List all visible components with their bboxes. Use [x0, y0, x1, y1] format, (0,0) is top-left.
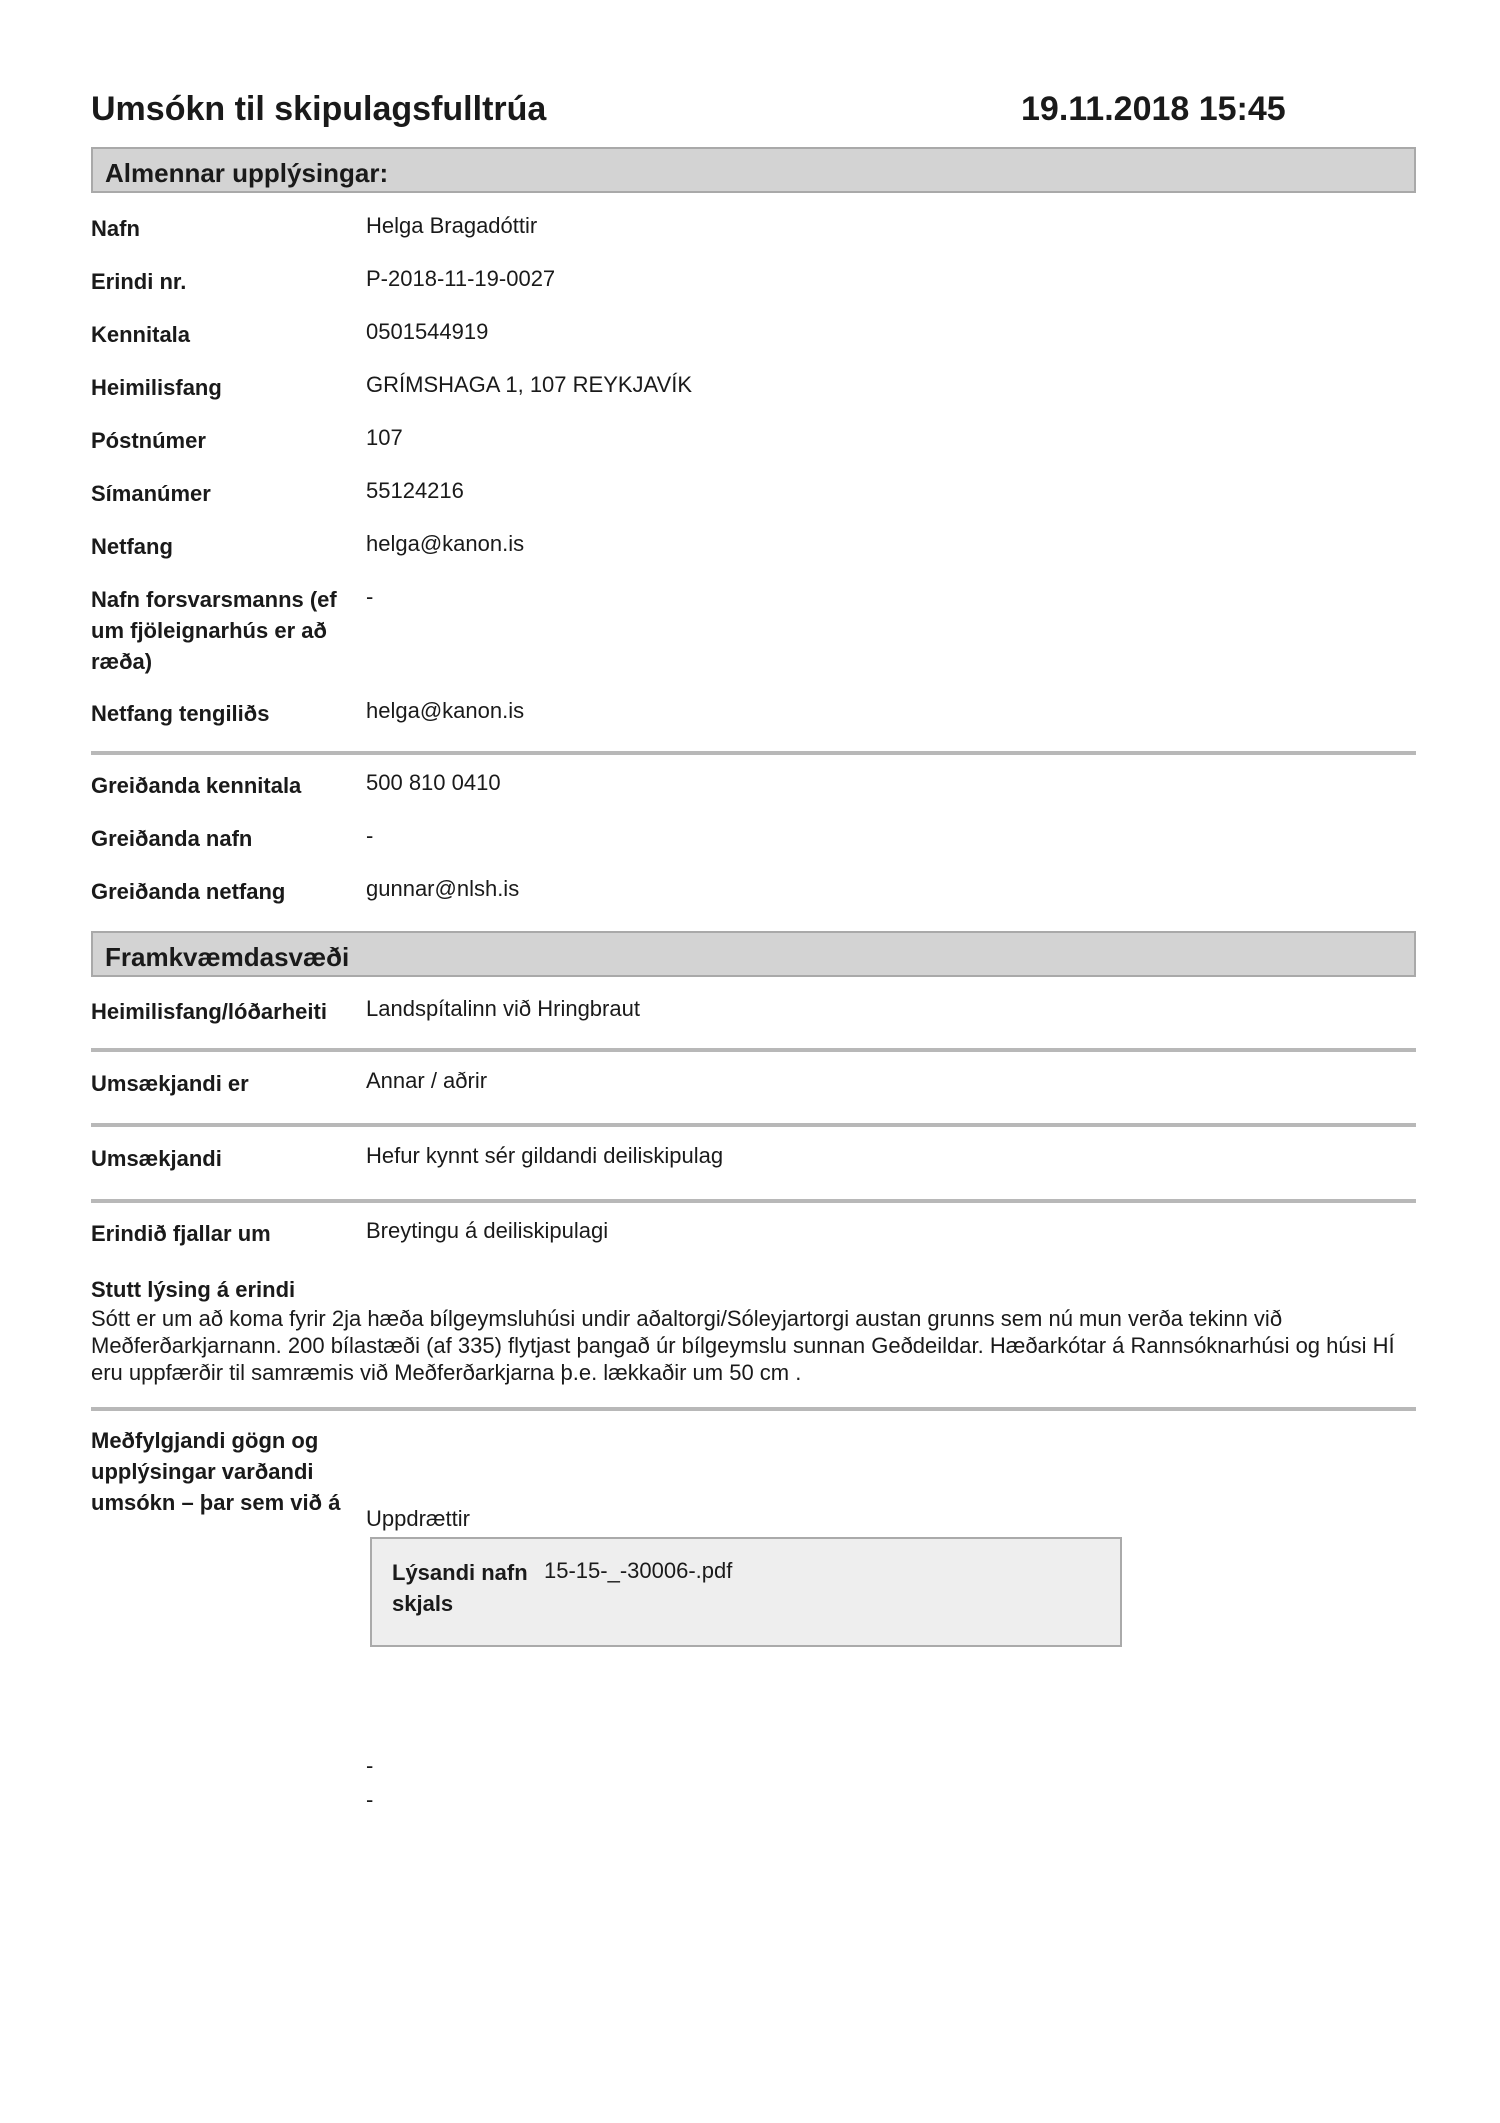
- field-value-payer-id: 500 810 0410: [366, 770, 501, 795]
- submission-datetime: 19.11.2018 15:45: [1021, 90, 1286, 128]
- attachments-extra-2: -: [366, 1787, 374, 1812]
- section-project-heading: Framkvæmdasvæði: [91, 931, 1416, 977]
- field-value-applicant: Hefur kynnt sér gildandi deiliskipulag: [366, 1143, 724, 1168]
- field-label-phone: Símanúmer: [91, 481, 211, 506]
- field-value-address: GRÍMSHAGA 1, 107 REYKJAVÍK: [366, 372, 693, 397]
- field-label-case-subject: Erindið fjallar um: [91, 1221, 271, 1246]
- field-label-site-address: Heimilisfang/lóðarheiti: [91, 999, 327, 1024]
- field-label-address: Heimilisfang: [91, 375, 222, 400]
- section-general-heading: Almennar upplýsingar:: [91, 147, 1416, 193]
- field-value-payer-name: -: [366, 823, 374, 848]
- field-value-payer-email: gunnar@nlsh.is: [366, 876, 520, 901]
- field-value-name: Helga Bragadóttir: [366, 213, 538, 238]
- attachments-label: Meðfylgjandi gögn og upplýsingar varðandi umsókn – þar sem við á: [91, 1428, 341, 1515]
- field-value-applicant-type: Annar / aðrir: [366, 1068, 488, 1093]
- field-label-id-number: Kennitala: [91, 322, 191, 347]
- field-label-postal-code: Póstnúmer: [91, 428, 206, 453]
- field-value-case-number: P-2018-11-19-0027: [366, 266, 556, 291]
- page-title: Umsókn til skipulagsfulltrúa: [91, 90, 547, 128]
- field-label-applicant-type: Umsækjandi er: [91, 1071, 249, 1096]
- field-value-site-address: Landspítalinn við Hringbraut: [366, 996, 640, 1021]
- attachments-extra-1: -: [366, 1753, 374, 1778]
- field-value-phone: 55124216: [366, 478, 464, 503]
- field-label-payer-name: Greiðanda nafn: [91, 826, 253, 851]
- attachment-file-label: Lýsandi nafn skjals: [392, 1560, 528, 1616]
- divider: [91, 1123, 1416, 1127]
- field-label-payer-id: Greiðanda kennitala: [91, 773, 302, 798]
- field-label-case-number: Erindi nr.: [91, 269, 187, 294]
- description-label: Stutt lýsing á erindi: [91, 1277, 296, 1302]
- divider: [91, 1048, 1416, 1052]
- divider: [91, 1199, 1416, 1203]
- field-value-representative: -: [366, 584, 374, 609]
- field-value-postal-code: 107: [366, 425, 403, 450]
- divider: [91, 751, 1416, 755]
- attachment-file-name[interactable]: 15-15-_-30006-.pdf: [544, 1558, 733, 1583]
- field-label-contact-email: Netfang tengiliðs: [91, 701, 270, 726]
- description-text: Sótt er um að koma fyrir 2ja hæða bílgeymsluhúsi undir aðaltorgi/Sóleyjartorgi austan grunns sem nú mun verða tekinn við Meðferðarkjarnann. 200 bílastæði (af 335) flytjast þangað úr bílgeymslu sunnan Geðdeildar. Hæðarkótar á Rannsóknarhúsi og húsi HÍ eru uppfærðir til samræmis við Meðferðarkjarna þ.e. lækkaðir um 50 cm .: [91, 1306, 1395, 1385]
- field-value-contact-email: helga@kanon.is: [366, 698, 525, 723]
- field-label-email: Netfang: [91, 534, 173, 559]
- field-value-id-number: 0501544919: [366, 319, 489, 344]
- attachment-file-box: [370, 1537, 1122, 1647]
- attachments-category: Uppdrættir: [366, 1506, 470, 1531]
- field-label-payer-email: Greiðanda netfang: [91, 879, 286, 904]
- field-label-representative: Nafn forsvarsmanns (ef um fjöleignarhús er að ræða): [91, 587, 337, 674]
- field-label-applicant: Umsækjandi: [91, 1146, 222, 1171]
- divider: [91, 1407, 1416, 1411]
- field-label-name: Nafn: [91, 216, 140, 241]
- field-value-case-subject: Breytingu á deiliskipulagi: [366, 1218, 609, 1243]
- field-value-email: helga@kanon.is: [366, 531, 525, 556]
